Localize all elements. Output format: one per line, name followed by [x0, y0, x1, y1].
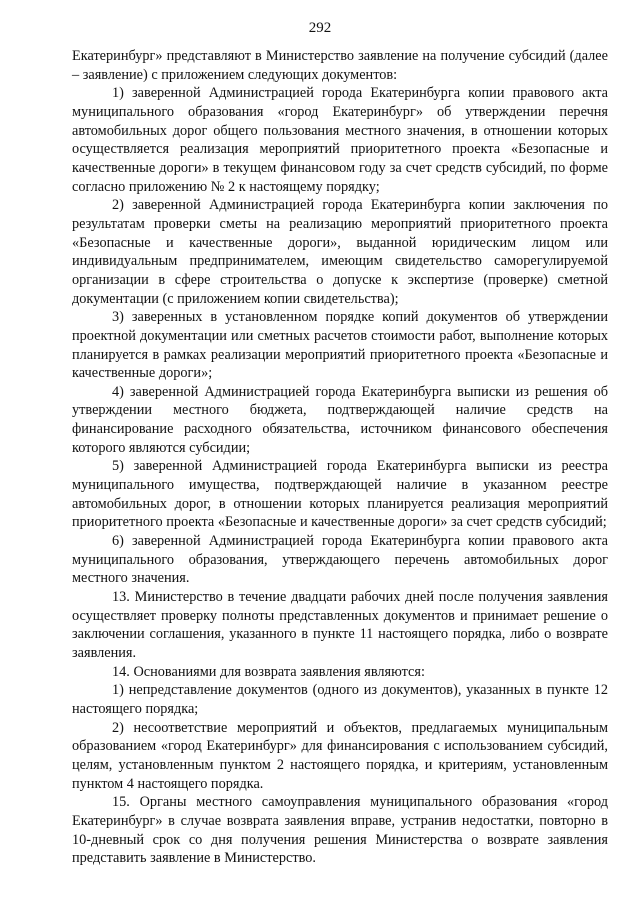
paragraph-item-6: 6) заверенной Администрацией города Екатеринбурга копии правового акта муниципального образования, утверждающего перечень автомобильных дорог местного значения.: [72, 533, 608, 587]
paragraph-clause-15: 15. Органы местного самоуправления муниципального образования «город Екатеринбург» в случае возврата заявления вправе, устранив недостатки, повторно в 10-дневный срок со дня получения решения Министерства о возврате заявления представить заявление в Министерство.: [72, 794, 608, 867]
paragraph-clause-14-item-2: 2) несоответствие мероприятий и объектов, предлагаемых муниципальным образованием «город Екатеринбург» для финансирования с использованием субсидий, целям, установленным пунктом 2 настоящего порядка, и критериям, установленным пунктом 4 настоящего порядка.: [72, 719, 608, 792]
document-body: [72, 47, 608, 868]
paragraph-continuation: Екатеринбург» представляют в Министерство заявление на получение субсидий (далее – заявление) с приложением следующих документов:: [72, 48, 608, 83]
paragraph-item-5: 5) заверенной Администрацией города Екатеринбурга выписки из реестра муниципального имущества, подтверждающей наличие в указанном реестре автомобильных дорог, в отношении которых планируется реализация мероприятий приоритетного проекта «Безопасные и качественные дороги» за счет средств субсидий;: [72, 458, 608, 531]
paragraph-clause-14: 14. Основаниями для возврата заявления являются:: [112, 663, 425, 680]
paragraph-item-3: 3) заверенных в установленном порядке копий документов об утверждении проектной документации или сметных расчетов стоимости работ, выполнение которых планируется в рамках реализации мероприятий приоритетного проекта «Безопасные и качественные дороги»;: [72, 309, 608, 382]
page-number: 292: [308, 20, 332, 36]
paragraph-clause-14-item-1: 1) непредставление документов (одного из документов), указанных в пункте 12 настоящего порядка;: [72, 682, 608, 717]
paragraph-item-4: 4) заверенной Администрацией города Екатеринбурга выписки из решения об утверждении местного бюджета, подтверждающей наличие средств на финансирование расходного обязательства, источником финансового обеспечения которого являются субсидии;: [72, 383, 608, 456]
paragraph-item-1: 1) заверенной Администрацией города Екатеринбурга копии правового акта муниципального образования «город Екатеринбург» об утверждении перечня автомобильных дорог общего пользования местного значения, в отношении которых осуществляется реализация мероприятий приоритетного проекта «Безопасные и качественные дороги» в текущем финансовом году за счет средств субсидий, по форме согласно приложению № 2 к настоящему порядку;: [72, 85, 608, 195]
paragraph-clause-13: 13. Министерство в течение двадцати рабочих дней после получения заявления осуществляет проверку полноты представленных документов и принимает решение о заключении соглашения, указанного в пункте 11 настоящего порядка, либо о возврате заявления.: [72, 589, 608, 661]
paragraph-item-2: 2) заверенной Администрацией города Екатеринбурга копии заключения по результатам проверки сметы на реализацию мероприятий приоритетного проекта «Безопасные и качественные дороги», выданной юридическим лицом или индивидуальным предпринимателем, имеющим свидетельство саморегулируемой организации в сфере строительства о допуске к экспертизе (проверке) сметной документации (с приложением копии свидетельства);: [72, 197, 608, 307]
